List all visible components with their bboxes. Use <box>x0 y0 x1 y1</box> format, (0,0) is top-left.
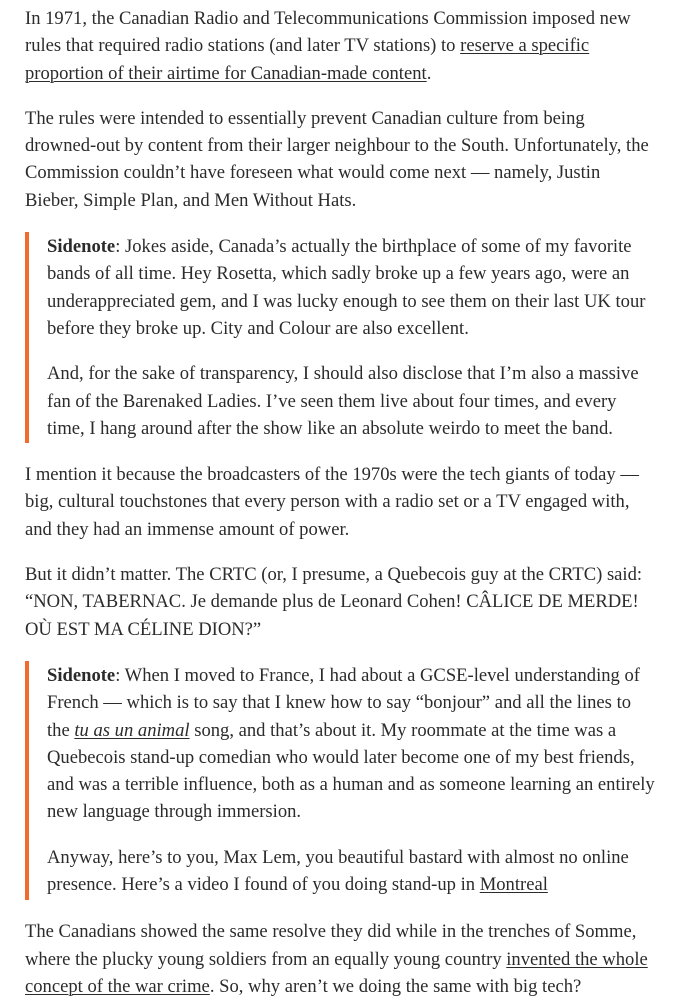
sidenote-paragraph: And, for the sake of transparency, I should also disclose that I’m also a massive fan of the Barenaked Ladies. I’ve seen them live about four times, and every time, I hang around after the show like an absolute weirdo to meet the band. <box>47 363 639 439</box>
paragraph-text: The Canadians showed the same resolve they did while in the trenches of Somme, where the plucky young soldiers from an equally young country <box>25 921 637 970</box>
sidenote-callout <box>25 232 658 443</box>
paragraph-crtc-rules <box>25 0 658 87</box>
war-crime-link[interactable]: invented the whole concept of the war crime <box>25 948 648 997</box>
canadian-content-link[interactable]: reserve a specific proportion of their airtime for Canadian-made content <box>25 35 590 84</box>
sidenote-paragraph <box>47 233 658 342</box>
paragraph-war-crime <box>25 918 658 1000</box>
montreal-video-link[interactable]: Montreal <box>479 874 548 896</box>
sidenote-paragraph <box>47 662 658 826</box>
sidenote-text: song, and that’s about it. My roommate at the time was a Quebecois stand-up comedian who would later become one of my best friends, and was a terrible influence, both as a human and as someone learning an entirely new language through immersion. <box>47 719 655 823</box>
paragraph-text: In 1971, the Canadian Radio and Telecommunications Commission imposed new rules that required radio stations (and later TV stations) to <box>25 8 631 57</box>
sidenote-paragraph <box>47 844 658 899</box>
paragraph-crtc-quote: But it didn’t matter. The CRTC (or, I presume, a Quebecois guy at the CRTC) said: “NON, TABERNAC. Je demande plus de Leonard Cohen! CÂLICE DE MERDE! OÙ EST MA CÉLINE DION?” <box>25 564 643 640</box>
sidenote-text: : Jokes aside, Canada’s actually the birthplace of some of my favorite bands of all time. Hey Rosetta, which sadly broke up a few years ago, were an underappreciated gem, and I was lucky enough to see them on their last UK tour before they broke up. City and Colour are also excellent. <box>47 236 646 339</box>
sidenote-label: Sidenote <box>47 664 116 686</box>
paragraph-text: . <box>426 62 432 84</box>
sidenote-label: Sidenote <box>47 236 116 258</box>
sidenote-callout <box>25 661 658 900</box>
paragraph-text: . So, why aren’t we doing the same with big tech? <box>209 975 582 997</box>
sidenote-text: : When I moved to France, I had about a GCSE-level understanding of French — which is to say that I knew how to say “bonjour” and all the lines to the <box>47 664 640 741</box>
sidenote-text: Anyway, here’s to you, Max Lem, you beautiful bastard with almost no online presence. Here’s a video I found of you doing stand-up in <box>47 846 629 896</box>
tu-as-un-animal-link[interactable]: tu as un animal <box>74 719 190 741</box>
paragraph-broadcasters: I mention it because the broadcasters of the 1970s were the tech giants of today — big, cultural touchstones that every person with a radio set or a TV engaged with, and they had an immense amount of power. <box>25 464 639 540</box>
paragraph-rules-intent: The rules were intended to essentially prevent Canadian culture from being drowned-out by content from their larger neighbour to the South. Unfortunately, the Commission couldn’t have foreseen what would come next — namely, Justin Bieber, Simple Plan, and Men Without Hats. <box>25 107 649 211</box>
